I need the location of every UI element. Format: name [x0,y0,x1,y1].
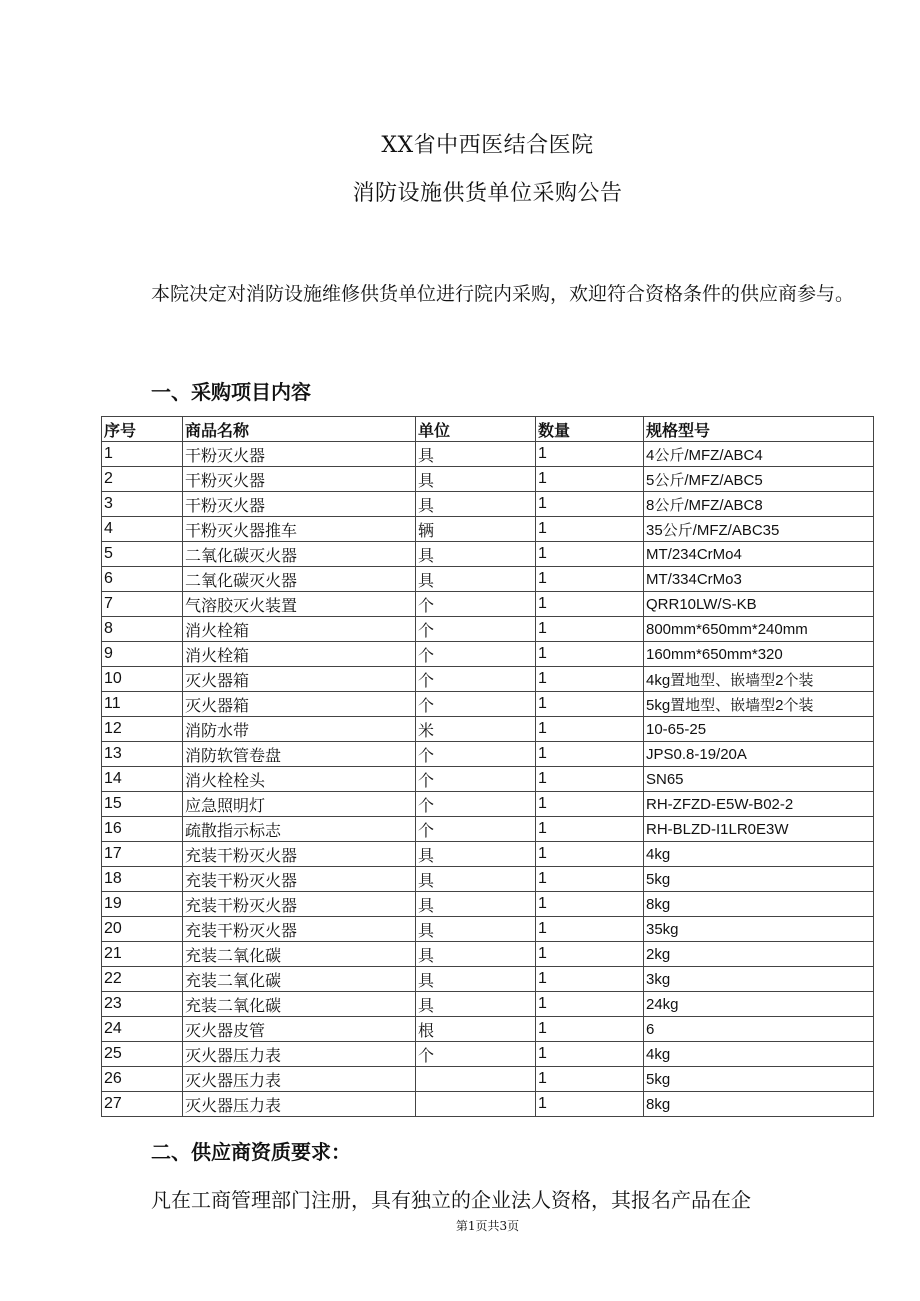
table-row [102,942,874,967]
header-unit: 单位 [416,417,536,442]
table-row [102,592,874,617]
header-product-name: 商品名称 [183,417,416,442]
cell-quantity: 1 [536,842,644,867]
cell-spec: MT/334CrMo3 [644,567,874,592]
cell-product-name: 灭火器箱 [183,667,416,692]
table-row [102,542,874,567]
cell-product-name: 充装干粉灭火器 [183,892,416,917]
table-row [102,1092,874,1117]
cell-index: 14 [102,767,183,792]
table-row [102,842,874,867]
cell-spec: MT/234CrMo4 [644,542,874,567]
cell-index: 4 [102,517,183,542]
page-footer: 第1页共3页 [455,1219,520,1233]
procurement-table [101,416,874,1117]
cell-product-name: 二氧化碳灭火器 [183,567,416,592]
table-row [102,892,874,917]
cell-product-name: 消火栓箱 [183,617,416,642]
cell-spec: 8kg [644,892,874,917]
table-row [102,1042,874,1067]
cell-quantity: 1 [536,942,644,967]
cell-product-name: 灭火器压力表 [183,1092,416,1117]
cell-product-name: 应急照明灯 [183,792,416,817]
cell-quantity: 1 [536,592,644,617]
cell-unit: 辆 [416,517,536,542]
cell-spec: RH-ZFZD-E5W-B02-2 [644,792,874,817]
cell-quantity: 1 [536,1017,644,1042]
cell-index: 9 [102,642,183,667]
cell-unit: 根 [416,1017,536,1042]
table-row [102,492,874,517]
cell-product-name: 充装二氧化碳 [183,992,416,1017]
document-title-line1: XX省中西医结合医院 [381,133,594,158]
table-row [102,467,874,492]
table-header-row [102,417,874,442]
section2-heading: 二、供应商资质要求： [151,1140,351,1164]
cell-spec: 10-65-25 [644,717,874,742]
cell-unit: 个 [416,817,536,842]
cell-product-name: 干粉灭火器 [183,442,416,467]
table-row [102,1067,874,1092]
table-row [102,442,874,467]
cell-index: 19 [102,892,183,917]
cell-index: 16 [102,817,183,842]
cell-index: 24 [102,1017,183,1042]
cell-index: 3 [102,492,183,517]
cell-index: 25 [102,1042,183,1067]
cell-unit: 个 [416,592,536,617]
cell-quantity: 1 [536,492,644,517]
cell-unit: 具 [416,992,536,1017]
cell-spec: JPS0.8-19/20A [644,742,874,767]
cell-spec: 24kg [644,992,874,1017]
cell-unit: 个 [416,692,536,717]
cell-spec: 160mm*650mm*320 [644,642,874,667]
cell-unit: 个 [416,742,536,767]
section1-heading: 一、采购项目内容 [151,380,311,404]
cell-product-name: 充装二氧化碳 [183,942,416,967]
cell-index: 17 [102,842,183,867]
cell-index: 20 [102,917,183,942]
cell-product-name: 灭火器皮管 [183,1017,416,1042]
cell-unit: 具 [416,442,536,467]
cell-spec: 8kg [644,1092,874,1117]
cell-index: 11 [102,692,183,717]
cell-spec: 35kg [644,917,874,942]
table-body [102,442,874,1117]
cell-quantity: 1 [536,667,644,692]
cell-product-name: 灭火器箱 [183,692,416,717]
cell-spec: 5kg [644,867,874,892]
cell-product-name: 干粉灭火器 [183,492,416,517]
cell-unit: 具 [416,842,536,867]
cell-index: 8 [102,617,183,642]
cell-quantity: 1 [536,617,644,642]
cell-product-name: 充装干粉灭火器 [183,842,416,867]
cell-quantity: 1 [536,817,644,842]
cell-unit [416,1092,536,1117]
cell-product-name: 气溶胶灭火装置 [183,592,416,617]
cell-unit: 具 [416,942,536,967]
table-row [102,692,874,717]
table-row [102,792,874,817]
cell-quantity: 1 [536,917,644,942]
cell-spec: 4kg [644,1042,874,1067]
cell-spec: RH-BLZD-I1LR0E3W [644,817,874,842]
cell-product-name: 灭火器压力表 [183,1042,416,1067]
table-row [102,717,874,742]
cell-quantity: 1 [536,542,644,567]
cell-unit: 个 [416,642,536,667]
cell-product-name: 消防水带 [183,717,416,742]
cell-product-name: 干粉灭火器推车 [183,517,416,542]
header-index: 序号 [102,417,183,442]
table-row [102,767,874,792]
cell-index: 2 [102,467,183,492]
cell-spec: 4公斤/MFZ/ABC4 [644,442,874,467]
cell-quantity: 1 [536,742,644,767]
cell-quantity: 1 [536,442,644,467]
table-row [102,867,874,892]
cell-unit: 具 [416,492,536,517]
cell-spec: 5公斤/MFZ/ABC5 [644,467,874,492]
table-row [102,1017,874,1042]
cell-product-name: 充装干粉灭火器 [183,867,416,892]
table-row [102,917,874,942]
cell-spec: 3kg [644,967,874,992]
cell-unit: 米 [416,717,536,742]
cell-spec: QRR10LW/S-KB [644,592,874,617]
cell-product-name: 灭火器压力表 [183,1067,416,1092]
cell-unit [416,1067,536,1092]
cell-product-name: 二氧化碳灭火器 [183,542,416,567]
cell-quantity: 1 [536,467,644,492]
cell-unit: 具 [416,867,536,892]
table-row [102,517,874,542]
cell-quantity: 1 [536,867,644,892]
cell-spec: SN65 [644,767,874,792]
cell-spec: 4kg置地型、嵌墙型2个装 [644,667,874,692]
document-title-line2: 消防设施供货单位采购公告 [352,181,623,206]
cell-index: 21 [102,942,183,967]
cell-index: 22 [102,967,183,992]
cell-unit: 具 [416,567,536,592]
intro-paragraph: 本院决定对消防设施维修供货单位进行院内采购，欢迎符合资格条件的供应商参与。 [151,283,855,305]
cell-spec: 2kg [644,942,874,967]
table-row [102,967,874,992]
cell-index: 10 [102,667,183,692]
cell-quantity: 1 [536,642,644,667]
cell-index: 18 [102,867,183,892]
cell-quantity: 1 [536,767,644,792]
cell-index: 15 [102,792,183,817]
cell-unit: 具 [416,967,536,992]
cell-product-name: 充装二氧化碳 [183,967,416,992]
cell-index: 5 [102,542,183,567]
header-quantity: 数量 [536,417,644,442]
table-row [102,617,874,642]
cell-product-name: 消火栓箱 [183,642,416,667]
cell-index: 7 [102,592,183,617]
cell-index: 26 [102,1067,183,1092]
table-row [102,992,874,1017]
cell-product-name: 疏散指示标志 [183,817,416,842]
cell-index: 12 [102,717,183,742]
cell-unit: 个 [416,617,536,642]
cell-spec: 4kg [644,842,874,867]
cell-unit: 个 [416,767,536,792]
cell-unit: 个 [416,1042,536,1067]
cell-quantity: 1 [536,892,644,917]
cell-index: 1 [102,442,183,467]
cell-spec: 8公斤/MFZ/ABC8 [644,492,874,517]
cell-unit: 具 [416,917,536,942]
table-row [102,567,874,592]
cell-product-name: 消防软管卷盘 [183,742,416,767]
cell-quantity: 1 [536,992,644,1017]
cell-spec: 5kg [644,1067,874,1092]
cell-index: 6 [102,567,183,592]
cell-spec: 6 [644,1017,874,1042]
cell-quantity: 1 [536,792,644,817]
cell-unit: 个 [416,792,536,817]
cell-quantity: 1 [536,567,644,592]
table-row [102,667,874,692]
cell-spec: 5kg置地型、嵌墙型2个装 [644,692,874,717]
cell-unit: 具 [416,542,536,567]
cell-quantity: 1 [536,692,644,717]
cell-unit: 个 [416,667,536,692]
cell-unit: 具 [416,467,536,492]
cell-quantity: 1 [536,1067,644,1092]
cell-unit: 具 [416,892,536,917]
cell-quantity: 1 [536,517,644,542]
cell-spec: 35公斤/MFZ/ABC35 [644,517,874,542]
table-row [102,742,874,767]
cell-quantity: 1 [536,1042,644,1067]
cell-spec: 800mm*650mm*240mm [644,617,874,642]
table-row [102,642,874,667]
header-spec: 规格型号 [644,417,874,442]
cell-index: 23 [102,992,183,1017]
table-row [102,817,874,842]
cell-index: 27 [102,1092,183,1117]
cell-product-name: 充装干粉灭火器 [183,917,416,942]
cell-product-name: 消火栓栓头 [183,767,416,792]
cell-quantity: 1 [536,717,644,742]
section2-text: 凡在工商管理部门注册，具有独立的企业法人资格，其报名产品在企 [151,1188,751,1212]
cell-quantity: 1 [536,967,644,992]
cell-index: 13 [102,742,183,767]
cell-product-name: 干粉灭火器 [183,467,416,492]
cell-quantity: 1 [536,1092,644,1117]
